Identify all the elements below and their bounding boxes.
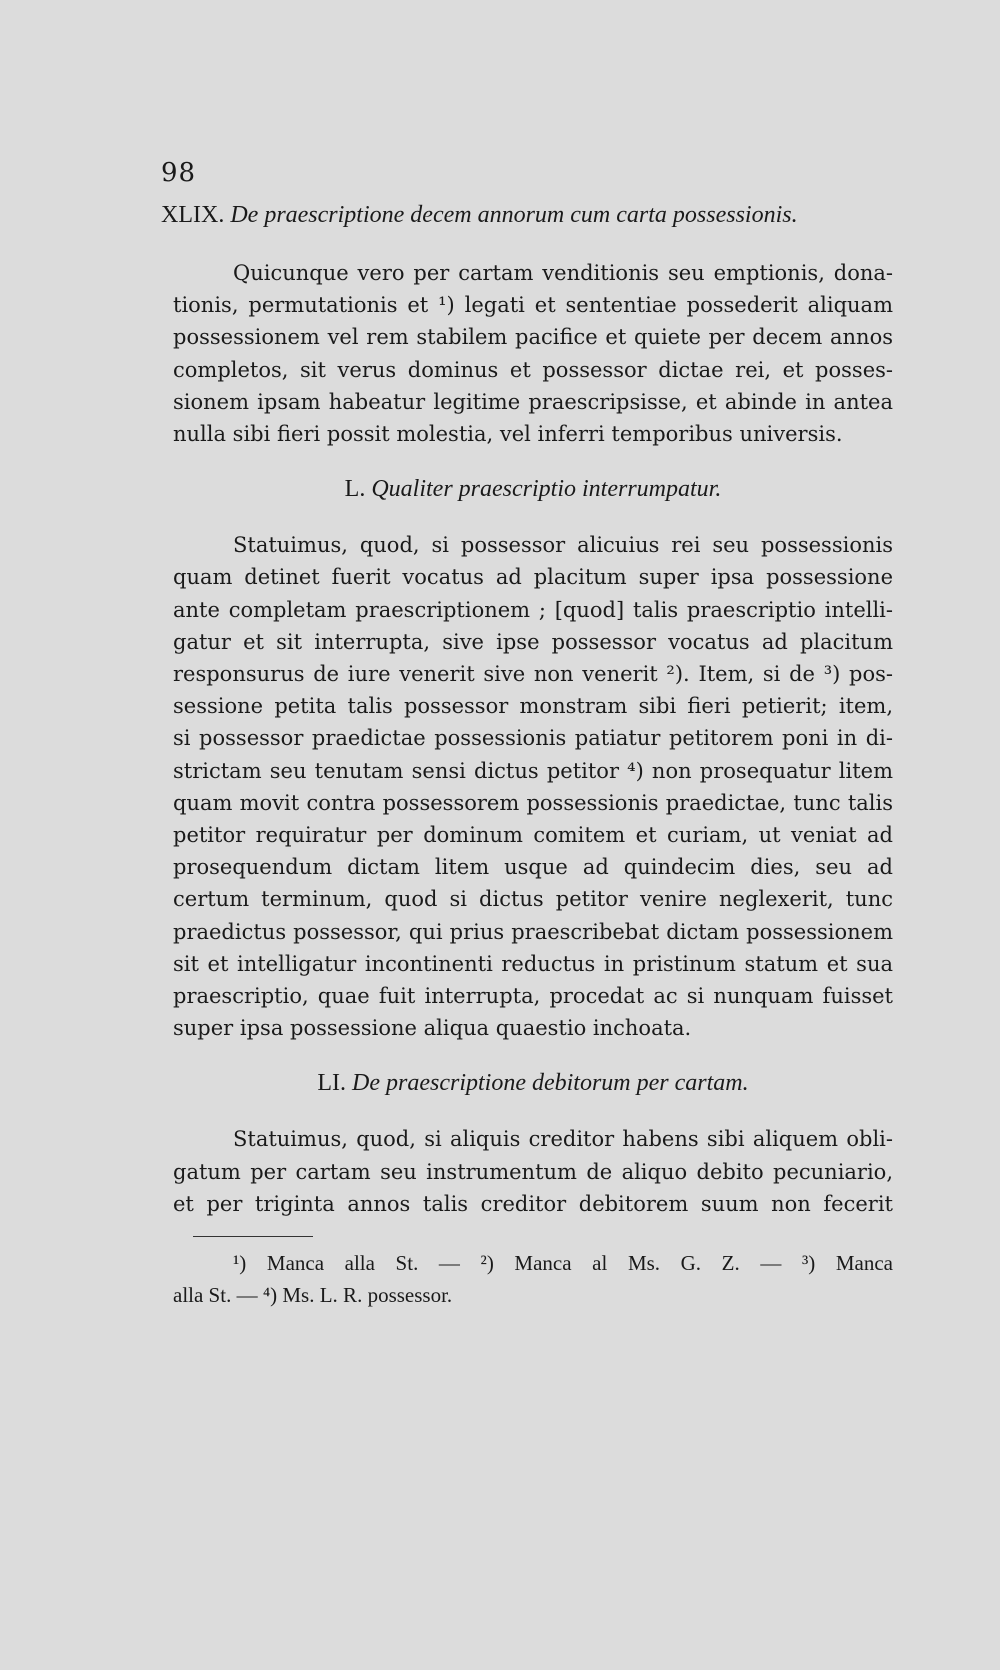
- footnote-line: ¹) Manca alla St. — ²) Manca al Ms. G. Z. — ³) Manca: [233, 1251, 893, 1276]
- section-heading-51: [173, 1070, 893, 1097]
- text-line: prosequendum dictam litem usque ad quindecim dies, seu ad: [173, 855, 893, 880]
- text-line: sionem ipsam habeatur legitime praescripsisse, et abinde in antea: [173, 389, 893, 414]
- text-line: responsurus de iure venerit sive non venerit ²). Item, si de ³) pos-: [173, 662, 893, 687]
- section-number: L.: [344, 476, 366, 503]
- text-line: quam detinet fuerit vocatus ad placitum super ipsa possessione: [173, 565, 893, 590]
- footnotes: [173, 1247, 893, 1311]
- footnote-line: alla St. — ⁴) Ms. L. R. possessor.: [173, 1283, 453, 1308]
- text-line: Statuimus, quod, si possessor alicuius rei seu possessionis: [233, 533, 893, 558]
- section-heading-50: [173, 476, 893, 503]
- text-line: et per triginta annos talis creditor debitorem suum non fecerit: [173, 1191, 893, 1216]
- section-title: Qualiter praescriptio interrumpatur.: [371, 476, 722, 503]
- text-line: nulla sibi fieri possit molestia, vel inferri temporibus universis.: [173, 422, 843, 447]
- text-line: possessionem vel rem stabilem pacifice et quiete per decem annos: [173, 325, 893, 350]
- paragraph-51: [173, 1123, 893, 1220]
- text-line: sit et intelligatur incontinenti reductus in pristinum statum et sua: [173, 951, 893, 976]
- text-line: praedictus possessor, qui prius praescribebat dictam possessionem: [173, 919, 893, 944]
- text-line: super ipsa possessione aliqua quaestio inchoata.: [173, 1016, 692, 1041]
- text-line: completos, sit verus dominus et possessor dictae rei, et posses-: [173, 357, 893, 382]
- text-line: sessione petita talis possessor monstram sibi fieri petierit; item,: [173, 694, 893, 719]
- paragraph-50: [173, 529, 893, 1044]
- text-line: Statuimus, quod, si aliquis creditor habens sibi aliquem obli-: [233, 1127, 893, 1152]
- footnote-divider: [193, 1236, 313, 1237]
- text-line: strictam seu tenutam sensi dictus petitor ⁴) non prosequatur litem: [173, 758, 893, 783]
- text-line: Quicunque vero per cartam venditionis seu emptionis, dona-: [233, 261, 893, 285]
- paragraph-49: [173, 257, 893, 450]
- text-line: tionis, permutationis et ¹) legati et sententiae possederit aliquam: [173, 293, 893, 318]
- section-heading-49: [161, 202, 893, 229]
- text-line: praescriptio, quae fuit interrupta, procedat ac si nunquam fuisset: [173, 984, 893, 1009]
- section-title: De praescriptione debitorum per cartam.: [352, 1070, 749, 1097]
- text-line: quam movit contra possessorem possessionis praedictae, tunc talis: [173, 790, 893, 815]
- text-line: gatum per cartam seu instrumentum de aliquo debito pecuniario,: [173, 1159, 893, 1184]
- text-line: petitor requiratur per dominum comitem et curiam, ut veniat ad: [173, 823, 893, 848]
- section-number: LI.: [317, 1070, 347, 1097]
- text-line: si possessor praedictae possessionis patiatur petitorem poni in di-: [173, 726, 893, 751]
- text-line: certum terminum, quod si dictus petitor venire neglexerit, tunc: [173, 887, 893, 912]
- text-line: gatur et sit interrupta, sive ipse possessor vocatus ad placitum: [173, 629, 893, 654]
- page-number: 98: [161, 158, 197, 188]
- section-number: XLIX.: [161, 202, 225, 228]
- page-content: [161, 158, 893, 1311]
- section-title: De praescriptione decem annorum cum carta possessionis.: [230, 202, 798, 228]
- text-line: ante completam praescriptionem ; [quod] talis praescriptio intelli-: [173, 597, 893, 622]
